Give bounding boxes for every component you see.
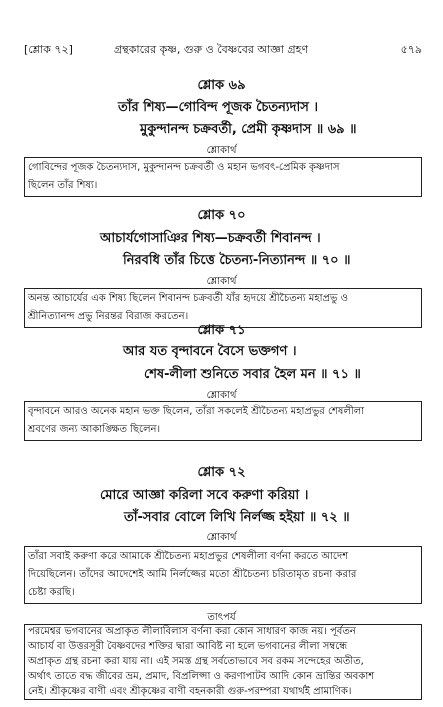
verse-line-1: আর যত বৃন্দাবনে বৈসে ভক্তগণ । — [123, 344, 297, 359]
translation-heading: শ্লোকার্থ — [206, 145, 237, 156]
verse-line-2: শেষ-লীলা শুনিতে সবার হৈল মন ॥ ৭১ ॥ — [144, 367, 361, 382]
verse-heading: শ্লোক ৭১ — [197, 323, 246, 338]
page-number: ৫৭৯ — [400, 43, 422, 56]
verse-line-1: মোরে আজ্ঞা করিলা সবে করুণা করিয়া । — [100, 488, 309, 503]
purport-text: পরমেশ্বর ভগবানের অপ্রাকৃত লীলাবিলাস বর্ণনা করা কোন সাধারণ কাজ নয়। পূর্বতন আচার্য বা উত্তরসূরী বৈষ্ণবদের শক্তির দ্বারা আবিষ্ট না হলে ভগবানের লীলা সম্বন্ধে অপ্রাকৃত গ্রন্থ রচনা করা যায় না। এই সমস্ত গ্রন্থ সর্বতোভাবে সব রকম সন্দেহের অতীত, অর্থাৎ তাতে বদ্ধ জীবের ভ্রম, প্রমাদ, বিপ্রলিপ্সা ও করণাপাটব আদি কোন ভ্রান্তির অবকাশ নেই। শ্রীকৃষ্ণের বাণী এবং শ্রীকৃষ্ণের বাণী বহনকারী গুরু-পরম্পরা যথার্থই প্রামাণিক। — [28, 626, 375, 697]
translation-heading: শ্লোকার্থ — [206, 390, 237, 401]
running-header — [24, 41, 422, 57]
verse-line-1: আচার্যগোসাঞির শিষ্য—চক্রবর্তী শিবানন্দ । — [100, 231, 321, 246]
verse-line-1: তাঁর শিষ্য—গোবিন্দ পূজক চৈতন্যদাস । — [118, 100, 319, 115]
translation-text: গোবিন্দের পূজক চৈতন্যদাস, মুকুন্দানন্দ চক্রবর্তী ও মহান ভগবৎ-প্রেমিক কৃষ্ণদাস ছিলেন তাঁর শিষ্য। — [28, 162, 340, 191]
translation-text: বৃন্দাবনে আরও অনেক মহান ভক্ত ছিলেন, তাঁরা সকলেই শ্রীচৈতন্য মহাপ্রভুর শেষলীলা শ্রবণের জন্য আকাঙ্ক্ষিত ছিলেন। — [28, 406, 365, 435]
purport-heading: তাৎপর্য — [207, 612, 236, 623]
verse-heading: শ্লোক ৬৯ — [197, 78, 246, 93]
header-verse-ref: [শ্লোক ৭২] — [24, 43, 73, 56]
translation-heading: শ্লোকার্থ — [206, 532, 237, 543]
verse-line-2: মুকুন্দানন্দ চক্রবর্তী, প্রেমী কৃষ্ণদাস ॥ ৬৯ ॥ — [140, 122, 357, 137]
translation-text: অনন্ত আচার্যের এক শিষ্য ছিলেন শিবানন্দ চক্রবর্তী যাঁর হৃদয়ে শ্রীচৈতন্য মহাপ্রভু ও শ্রীনিত্যানন্দ প্রভু নিরন্তর বিরাজ করতেন। — [28, 293, 348, 322]
verse-heading: শ্লোক ৭২ — [197, 465, 246, 480]
verse-line-2: নিরবধি তাঁর চিত্তে চৈতন্য-নিত্যানন্দ ॥ ৭০ ॥ — [123, 253, 351, 268]
verse-heading: শ্লোক ৭০ — [197, 208, 246, 223]
verse-line-2: তাঁ-সবার বোলে লিখি নির্লজ্জ হইয়া ॥ ৭২ ॥ — [124, 510, 350, 525]
translation-heading: শ্লোকার্থ — [206, 276, 237, 287]
header-chapter-title: গ্রন্থকারের কৃষ্ণ, গুরু ও বৈষ্ণবের আজ্ঞা গ্রহণ — [114, 43, 309, 56]
translation-text: তাঁরা সবাই করুণা করে আমাকে শ্রীচৈতন্য মহাপ্রভুর শেষলীলা বর্ণনা করতে আদেশ দিয়েছিলেন। তাঁদের আদেশেই আমি নির্লজ্জের মতো শ্রীচৈতন্য চরিতামৃত রচনা করার চেষ্টা করছি। — [28, 551, 357, 598]
